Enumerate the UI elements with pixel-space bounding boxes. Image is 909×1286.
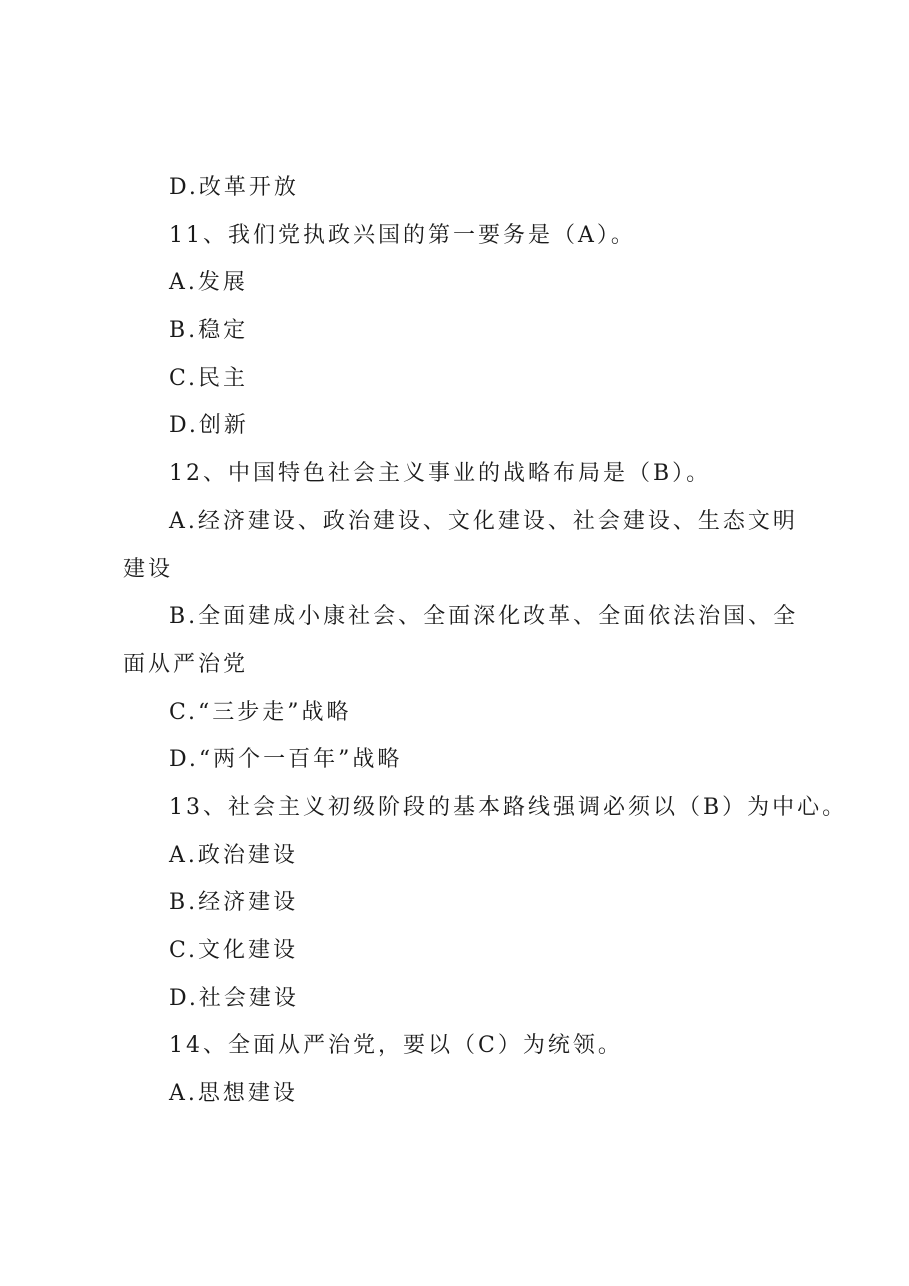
option-d-q10: D.改革开放 — [169, 175, 299, 200]
question-12: 12、中国特色社会主义事业的战略布局是（B）。 — [169, 461, 712, 487]
option-d-q13: D.社会建设 — [169, 985, 299, 1011]
option-c-q13: C.文化建设 — [169, 938, 299, 963]
option-a-q13: A.政治建设 — [169, 842, 298, 868]
option-a-q11: A.发展 — [169, 270, 248, 296]
option-b-q12: B.全面建成小康社会、全面深化改革、全面依法治国、全 — [169, 604, 799, 630]
option-c-q11: C.民主 — [169, 365, 249, 391]
option-a-q14: A.思想建设 — [169, 1081, 298, 1107]
option-a-q12: A.经济建设、政治建设、文化建设、社会建设、生态文明 — [169, 508, 798, 534]
option-d-q12: D.“两个一百年”战略 — [169, 747, 403, 773]
option-b-q12-continued: 面从严治党 — [123, 651, 249, 677]
question-11: 11、我们党执政兴国的第一要务是（A）。 — [169, 222, 636, 248]
option-c-q12: C.“三步走”战略 — [169, 699, 352, 725]
option-a-q12-continued: 建设 — [123, 556, 174, 582]
option-d-q11: D.创新 — [169, 413, 249, 439]
question-14: 14、全面从严治党，要以（C）为统领。 — [169, 1033, 623, 1059]
option-b-q13: B.经济建设 — [169, 890, 299, 916]
document-body — [123, 164, 848, 1118]
question-13: 13、社会主义初级阶段的基本路线强调必须以（B）为中心。 — [169, 794, 848, 820]
option-b-q11: B.稳定 — [169, 318, 249, 344]
